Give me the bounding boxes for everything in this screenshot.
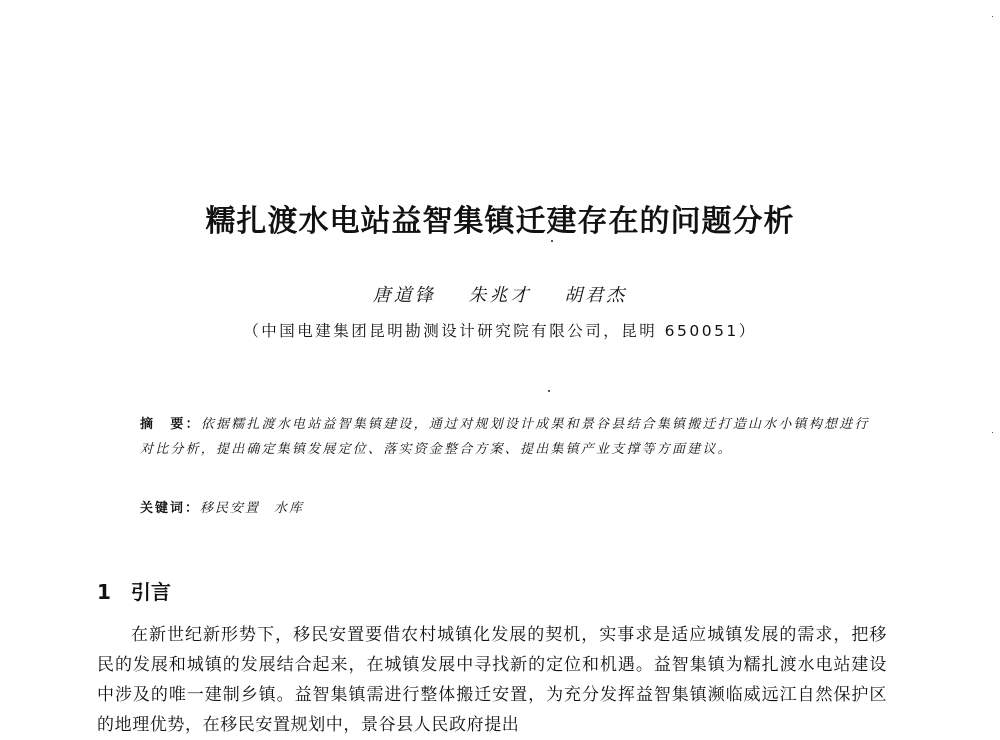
author-name: 胡君杰 [564, 285, 628, 306]
author-name: 唐道锋 [372, 285, 436, 306]
author-affiliation: （中国电建集团昆明勘测设计研究院有限公司，昆明 650051） [243, 322, 757, 340]
keyword: 移民安置 [200, 501, 261, 516]
scan-speck [551, 240, 553, 242]
keywords-label: 关键词： [140, 501, 201, 516]
abstract [140, 412, 870, 462]
section-number: 1 [97, 580, 111, 604]
author-name: 朱兆才 [468, 285, 532, 306]
author-list [0, 281, 1000, 307]
keyword: 水库 [274, 501, 305, 516]
paper-title: 糯扎渡水电站益智集镇迁建存在的问题分析 [205, 204, 795, 239]
abstract-text: 依据糯扎渡水电站益智集镇建设，通过对规划设计成果和景谷县结合集镇搬迁打造山水小镇构想进行对比分析，提出确定集镇发展定位、落实资金整合方案、提出集镇产业支撑等方面建议。 [140, 417, 870, 457]
body-paragraph: 在新世纪新形势下，移民安置要借农村城镇化发展的契机，实事求是适应城镇发展的需求，把移民的发展和城镇的发展结合起来，在城镇发展中寻找新的定位和机遇。益智集镇为糯扎渡水电站建设中涉及的唯一建制乡镇。益智集镇需进行整体搬迁安置，为充分发挥益智集镇濒临威远江自然保护区的地理优势，在移民安置规划中，景谷县人民政府提出 [97, 625, 887, 735]
scan-speck [992, 432, 993, 433]
section-title: 引言 [130, 580, 171, 604]
scan-speck [992, 16, 993, 17]
scan-speck [548, 390, 550, 392]
abstract-label: 摘 要： [140, 417, 201, 432]
keywords [140, 497, 318, 516]
section-heading [97, 576, 171, 605]
